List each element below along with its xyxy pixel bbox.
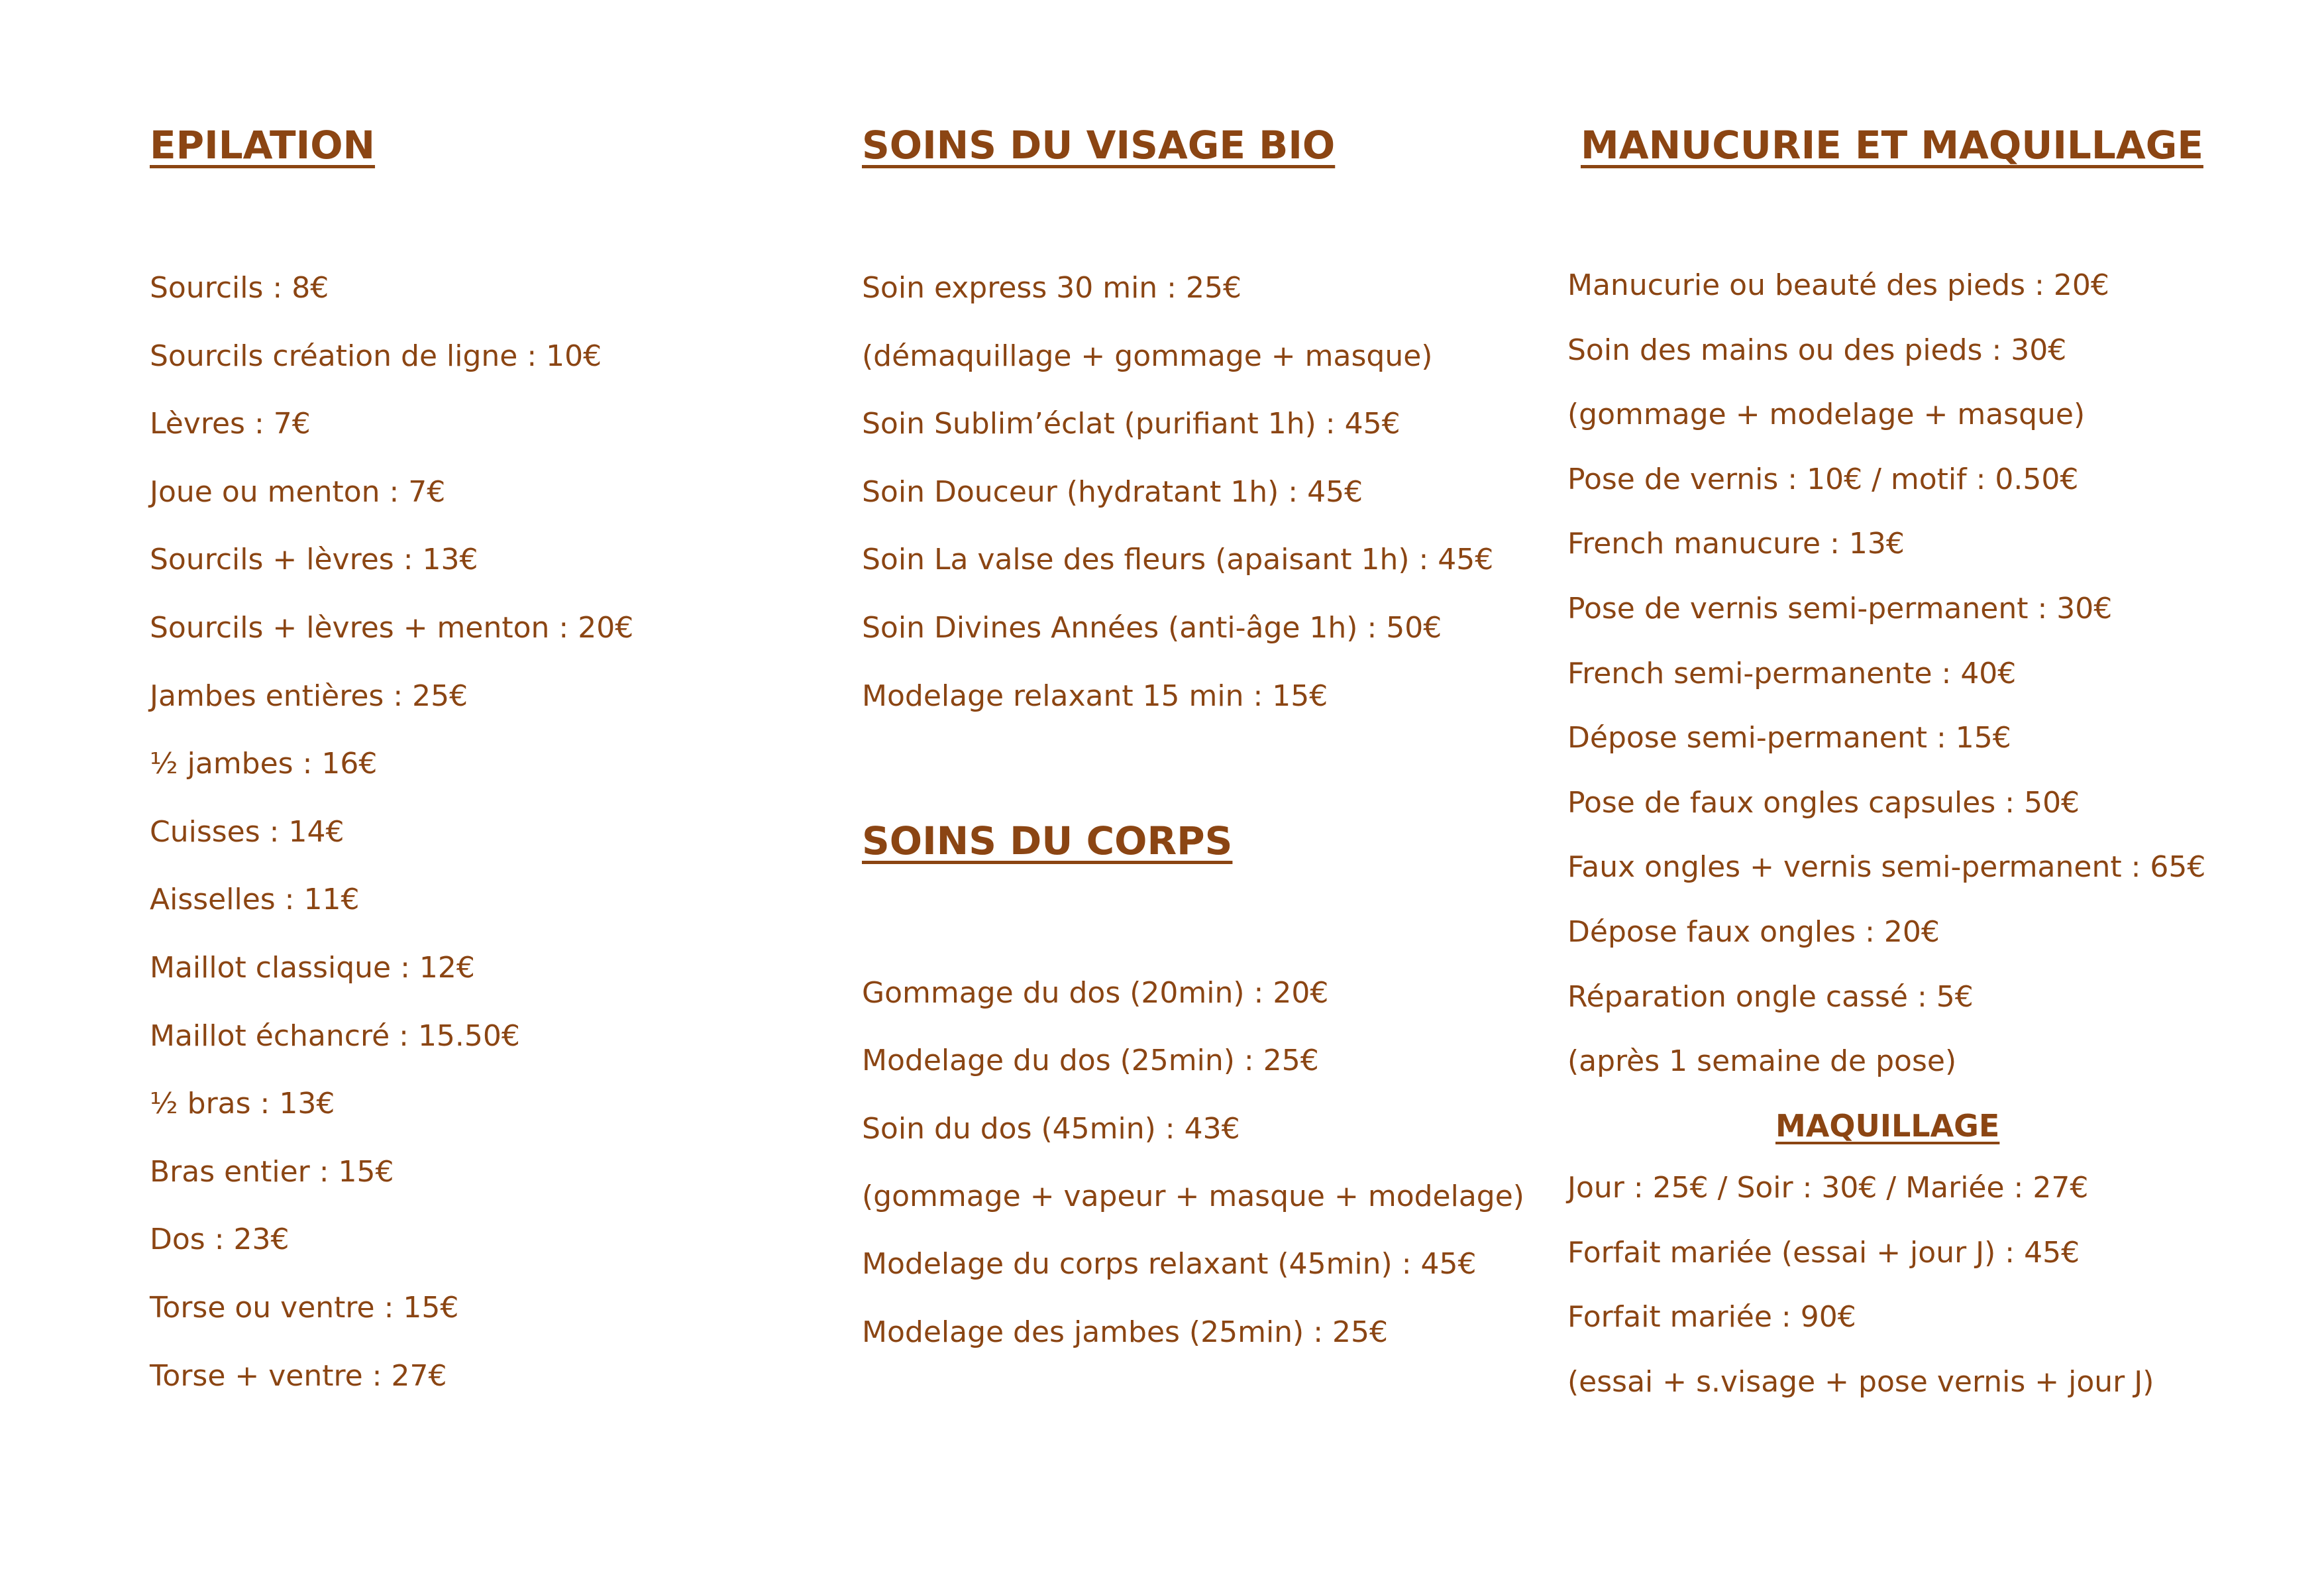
price-item: Pose de vernis semi-permanent : 30€ (1567, 592, 2113, 626)
manucurie-title: MANUCURIE ET MAQUILLAGE (1581, 123, 2203, 168)
price-item: Cuisses : 14€ (150, 814, 344, 849)
price-item: Soin Sublim’éclat (purifiant 1h) : 45€ (862, 407, 1400, 441)
price-item: French semi-permanente : 40€ (1567, 656, 2017, 690)
price-item: Pose de vernis : 10€ / motif : 0.50€ (1567, 462, 2079, 496)
price-item: Jambes entières : 25€ (150, 679, 468, 713)
price-item: Manucurie ou beauté des pieds : 20€ (1567, 268, 2109, 302)
price-item: Modelage du dos (25min) : 25€ (862, 1044, 1319, 1078)
price-item: (gommage + vapeur + masque + modelage) (862, 1179, 1524, 1213)
price-item: Faux ongles + vernis semi-permanent : 65€ (1567, 850, 2206, 885)
price-item: Soin La valse des fleurs (apaisant 1h) : 45€ (862, 543, 1494, 577)
price-item: Dépose faux ongles : 20€ (1567, 915, 1940, 949)
price-item: Maillot classique : 12€ (150, 951, 475, 985)
price-item: (après 1 semaine de pose) (1567, 1044, 1957, 1079)
price-item: Torse ou ventre : 15€ (150, 1291, 459, 1325)
price-item: (démaquillage + gommage + masque) (862, 339, 1433, 373)
corps-title: SOINS DU CORPS (862, 818, 1233, 863)
price-item: Maillot échancré : 15.50€ (150, 1018, 520, 1053)
price-item: ½ jambes : 16€ (150, 747, 378, 781)
price-item: Réparation ongle cassé : 5€ (1567, 979, 1974, 1014)
price-item: Soin Divines Années (anti-âge 1h) : 50€ (862, 611, 1442, 645)
price-item: (essai + s.visage + pose vernis + jour J) (1567, 1364, 2154, 1399)
price-item: Pose de faux ongles capsules : 50€ (1567, 785, 2080, 820)
price-item: Soin des mains ou des pieds : 30€ (1567, 333, 2067, 367)
price-item: French manucure : 13€ (1567, 527, 1905, 561)
price-item: Dos : 23€ (150, 1223, 290, 1257)
price-item: (gommage + modelage + masque) (1567, 398, 2086, 432)
price-item: Lèvres : 7€ (150, 407, 311, 441)
price-item: Aisselles : 11€ (150, 883, 360, 917)
price-item: Soin express 30 min : 25€ (862, 271, 1241, 305)
price-item: Torse + ventre : 27€ (150, 1358, 447, 1393)
price-item: Dépose semi-permanent : 15€ (1567, 721, 2011, 755)
maquillage-title: MAQUILLAGE (1775, 1108, 2000, 1144)
price-item: Sourcils + lèvres : 13€ (150, 543, 478, 577)
visage-title: SOINS DU VISAGE BIO (862, 123, 1336, 168)
price-item: Modelage des jambes (25min) : 25€ (862, 1315, 1388, 1349)
price-item: Modelage du corps relaxant (45min) : 45€ (862, 1247, 1477, 1282)
price-item: Sourcils création de ligne : 10€ (150, 339, 602, 373)
price-item: Soin du dos (45min) : 43€ (862, 1111, 1240, 1146)
price-item: Sourcils : 8€ (150, 271, 329, 305)
price-item: Forfait mariée (essai + jour J) : 45€ (1567, 1235, 2080, 1270)
epilation-title: EPILATION (150, 123, 376, 168)
price-item: Gommage du dos (20min) : 20€ (862, 976, 1329, 1010)
price-item: Joue ou menton : 7€ (150, 474, 446, 509)
price-item: ½ bras : 13€ (150, 1087, 335, 1121)
price-item: Sourcils + lèvres + menton : 20€ (150, 611, 634, 645)
price-item: Bras entier : 15€ (150, 1154, 394, 1189)
price-item: Forfait mariée : 90€ (1567, 1300, 1856, 1335)
price-item: Jour : 25€ / Soir : 30€ / Mariée : 27€ (1567, 1171, 2089, 1205)
price-item: Modelage relaxant 15 min : 15€ (862, 679, 1328, 713)
price-item: Soin Douceur (hydratant 1h) : 45€ (862, 474, 1363, 509)
